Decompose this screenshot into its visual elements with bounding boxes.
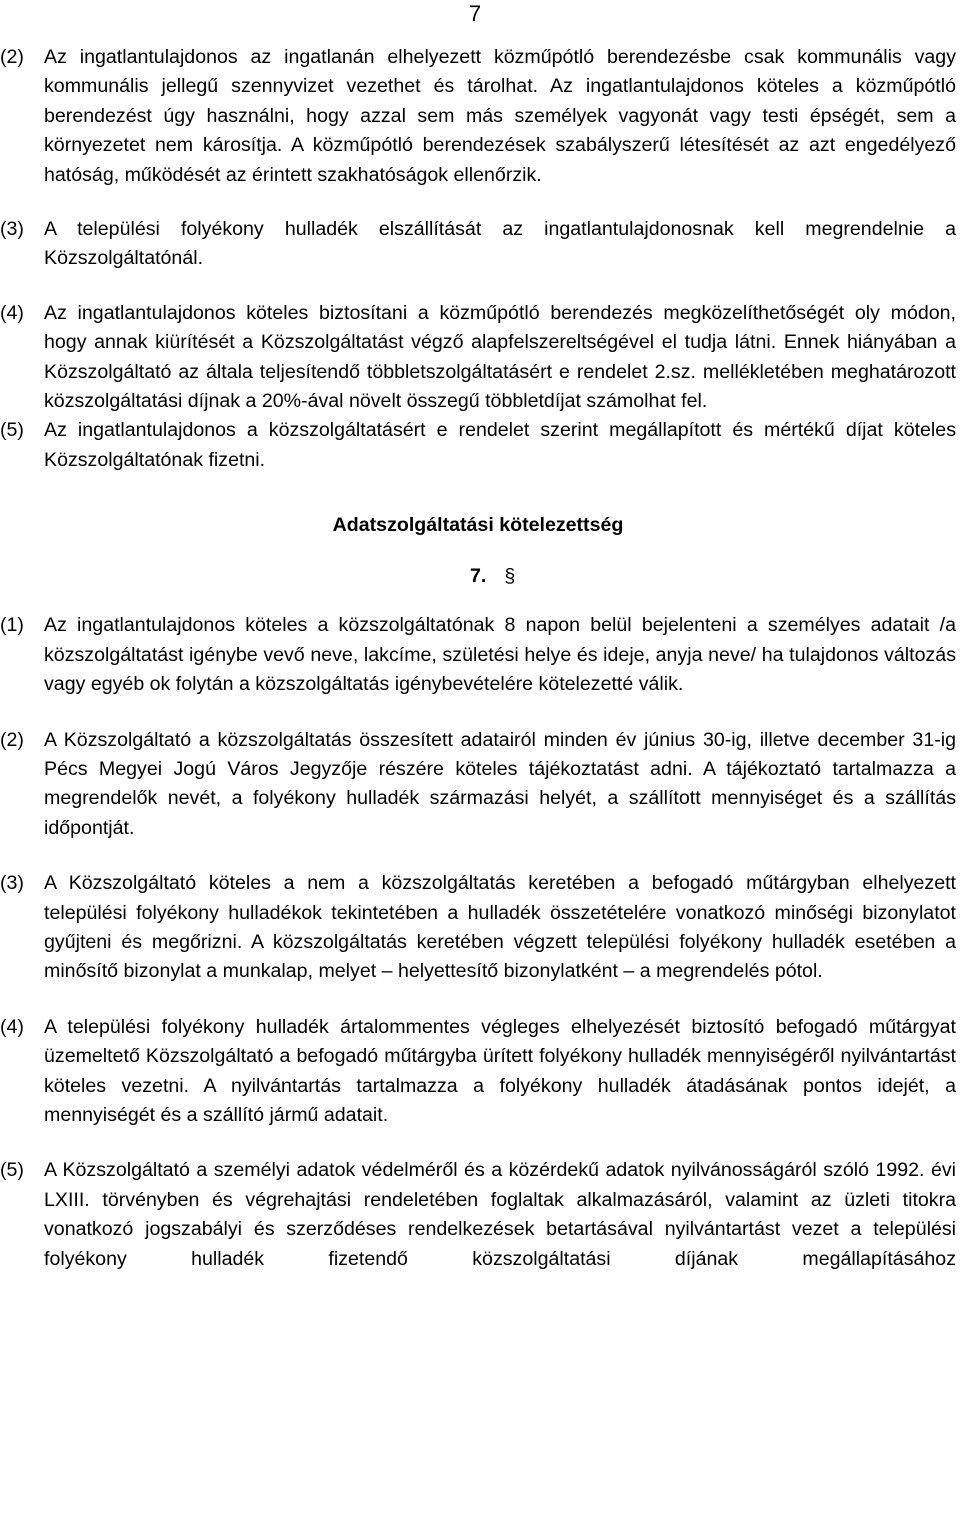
page-number-text: 7 [468,1,482,26]
paragraph-a-4 [0,299,956,417]
spacer [0,987,956,1013]
section-title-text: Adatszolgáltatási kötelezettség [332,514,624,537]
paragraph-b-2 [0,726,956,844]
paragraph-number: (1) [0,614,24,637]
paragraph-a-5 [0,416,956,475]
paragraph-b-3 [0,869,956,987]
paragraph-text: Az ingatlantulajdonos az ingatlanán elhelyezett közműpótló berendezésbe csak kommunális vagy kommunális jellegű szennyvizet vezethet és tárolhat. Az ingatlantulajdonos köteles a közműpótló berendezést úgy használni, hogy azzal sem más személyek vagyonát vagy testi épségét, sem a környezetet nem károsítja. A közműpótló berendezések szabályszerű létesítését az azt engedélyező hatóság, működését az érintett szakhatóságok ellenőrzik. [44,46,956,186]
section-symbol: § [504,565,516,588]
paragraph-text: Az ingatlantulajdonos a közszolgáltatásért e rendelet szerint megállapított és mértékű díjat köteles Közszolgáltatónak fizetni. [44,419,956,471]
paragraph-number: (4) [0,301,24,324]
paragraph-number: (5) [0,1159,24,1182]
spacer [0,274,956,299]
paragraph-b-1 [0,611,956,699]
spacer [0,1130,956,1156]
spacer [0,843,956,869]
page-number [0,0,960,28]
spacer [0,591,956,611]
paragraph-b-4 [0,1013,956,1131]
paragraph-text: A Közszolgáltató a közszolgáltatás összesített adatairól minden év június 30-ig, illetve december 31-ig Pécs Megyei Jogú Város Jegyzője részére köteles tájékoztatást adni. A tájékoztató tartalmazza a megrendelők nevét, a folyékony hulladék származási helyét, a szállított mennyiséget és a szállítás időpontját. [44,728,956,839]
spacer [0,700,956,726]
paragraph-text: Az ingatlantulajdonos köteles a közszolgáltatónak 8 napon belül bejelenteni a személyes adatait /a közszolgáltatást igénybe vevő neve, lakcíme, születési helye és ideje, anyja neve/ ha tulajdonos változás vagy egyéb ok folytán a közszolgáltatás igénybevételére kötelezetté válik. [44,614,956,696]
paragraph-text: A települési folyékony hulladék elszállítását az ingatlantulajdonosnak kell megrendelnie a Közszolgáltatónál. [44,218,956,270]
paragraph-number: (2) [0,46,24,68]
paragraph-number: (2) [0,728,24,751]
paragraph-number: (3) [0,872,24,895]
paragraph-text: A Közszolgáltató köteles a nem a közszolgáltatás keretében a befogadó műtárgyban elhelyezett települési folyékony hulladékok tekintetében a hulladék összetételére vonatkozó minőségi bizonylatot gyűjteni és megőrizni. A közszolgáltatás keretében végzett települési folyékony hulladék esetében a minősítő bizonylat a munkalap, melyet – helyettesítő bizonylatként – a megrendelés pótol. [44,872,956,983]
paragraph-b-5 [0,1156,956,1274]
paragraph-number: (4) [0,1015,24,1038]
spacer [0,190,956,215]
document-body [0,43,956,1274]
section-title [0,511,956,540]
paragraph-text: A Közszolgáltató a személyi adatok védelméről és a közérdekű adatok nyilvánosságáról szóló 1992. évi LXIII. törvényben és végrehajtási rendeletében foglaltak alkalmazásáról, valamint az üzleti titokra vonatkozó jogszabályi és szerződéses rendelkezések betartásával nyilvántartást vezet a települési folyékony hulladék fizetendő közszolgáltatási díjának megállapításához [44,1159,956,1270]
paragraph-text: A települési folyékony hulladék ártalommentes végleges elhelyezését biztosító befogadó műtárgyat üzemeltető Közszolgáltató a befogadó műtárgyba ürített folyékony hulladék mennyiségéről nyilvántartást köteles vezetni. A nyilvántartás tartalmazza a folyékony hulladék átadásának pontos idejét, a mennyiségét és a szállító jármű adatait. [44,1015,956,1126]
paragraph-number: (3) [0,218,24,241]
paragraph-a-3 [0,215,956,274]
section-number [0,562,956,591]
paragraph-a-2 [0,43,956,190]
paragraph-text: Az ingatlantulajdonos köteles biztosítani a közműpótló berendezés megközelíthetőségét oly módon, hogy annak kiürítését a Közszolgáltatást végző alapfelszereltségével el tudja látni. Ennek hiányában a Közszolgáltató az általa teljesítendő többletszolgáltatásért e rendelet 2.sz. mellékletében meghatározott közszolgáltatási díjnak a 20%-ával növelt összegű többletdíjat számolhat fel. [44,301,956,413]
paragraph-number: (5) [0,419,24,442]
section-number-text: 7. [470,565,487,588]
